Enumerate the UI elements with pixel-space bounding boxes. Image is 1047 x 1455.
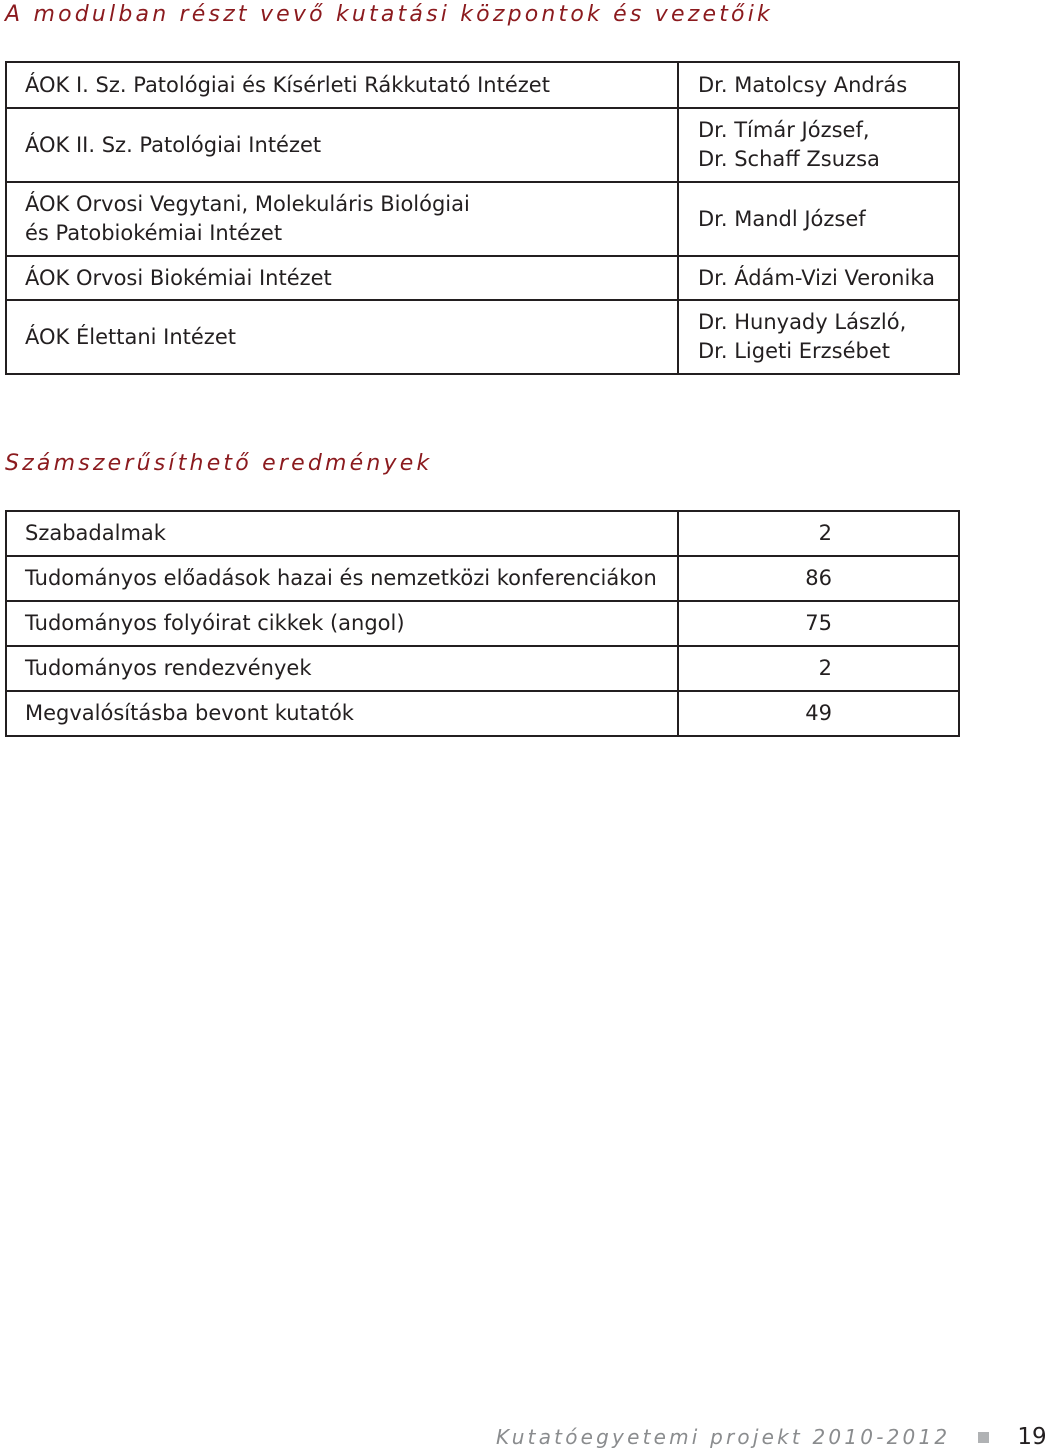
leader-name: Dr. Ádám-Vizi Veronika (698, 265, 935, 290)
leader-cell (678, 62, 959, 108)
page-number: 19 (1017, 1424, 1047, 1450)
institute-name-line: és Patobiokémiai Intézet (25, 221, 283, 245)
result-label: Tudományos folyóirat cikkek (angol) (6, 601, 678, 646)
result-value: 2 (678, 646, 959, 691)
table-row (6, 108, 959, 182)
table-row (6, 300, 959, 374)
institute-cell (6, 182, 678, 256)
result-label: Tudományos rendezvények (6, 646, 678, 691)
institute-name-line: ÁOK Orvosi Vegytani, Molekuláris Biológiai (25, 192, 470, 216)
leader-cell (678, 108, 959, 182)
leader-name: Dr. Hunyady László, (698, 310, 907, 334)
result-label: Tudományos előadások hazai és nemzetközi konferenciákon (6, 556, 678, 601)
result-value: 75 (678, 601, 959, 646)
centers-table (5, 61, 960, 375)
leader-name: Dr. Schaff Zsuzsa (698, 147, 880, 171)
institute-cell: ÁOK II. Sz. Patológiai Intézet (6, 108, 678, 182)
table-row (6, 511, 959, 556)
institute-cell: ÁOK Élettani Intézet (6, 300, 678, 374)
section-title-results: Számszerűsíthető eredmények (5, 451, 433, 476)
footer-project-title: Kutatóegyetemi projekt 2010-2012 (496, 1425, 951, 1449)
section-title-centers: A modulban részt vevő kutatási központok és vezetőik (5, 2, 773, 27)
leader-cell (678, 300, 959, 374)
leader-cell (678, 182, 959, 256)
table-row (6, 556, 959, 601)
institute-cell: ÁOK Orvosi Biokémiai Intézet (6, 256, 678, 300)
result-label: Szabadalmak (6, 511, 678, 556)
leader-name: Dr. Ligeti Erzsébet (698, 339, 891, 363)
square-bullet-icon (978, 1432, 989, 1443)
table-row (6, 62, 959, 108)
table-row (6, 601, 959, 646)
table-row (6, 182, 959, 256)
leader-name: Dr. Tímár József, (698, 118, 870, 142)
table-row (6, 691, 959, 736)
result-value: 2 (678, 511, 959, 556)
result-value: 49 (678, 691, 959, 736)
result-value: 86 (678, 556, 959, 601)
leader-cell (678, 256, 959, 300)
page-footer (496, 1424, 1047, 1450)
table-row (6, 256, 959, 300)
result-label: Megvalósításba bevont kutatók (6, 691, 678, 736)
results-table (5, 510, 960, 737)
leader-name: Dr. Mandl József (698, 206, 866, 231)
table-row (6, 646, 959, 691)
leader-name: Dr. Matolcsy András (698, 72, 908, 97)
institute-cell: ÁOK I. Sz. Patológiai és Kísérleti Rákkutató Intézet (6, 62, 678, 108)
